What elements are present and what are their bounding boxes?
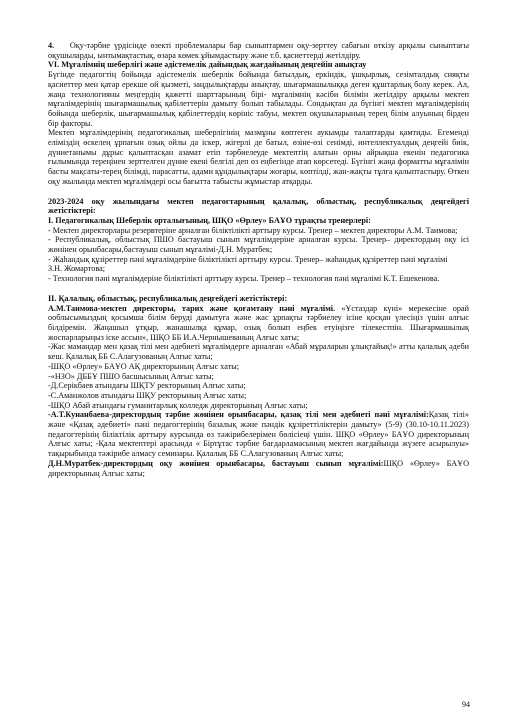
muratbek-text: ШҚО «Өрлеу» БАҰО директорының Алғыс хаты; <box>48 458 469 478</box>
trainer-item-2: - Республикалық, облыстық ПШО бастауыш сынып мұғалімдеріне арналған курсы. Тренер– директордың оқу ісі жөнінен орынбасары,бастауыш сынып мұғалімі-Д.Н. Муратбек; <box>48 235 469 255</box>
section-6-paragraph-2: Мектеп мұғалімдерінің педагогикалық шеберлігінің мазмұны көптеген аукымды талаптарды қамтиды. Егемендi елiмiздiң өскелең ұрпағын озық ойлы да iскер, жiгерлi де батыл, өзiне-өзi сенiмдi, интеллектуалдық деңгейi биiк, дүниетанымы дұрыс қалыптасқан азамат етiп тәрбиелеуде мектептiң алатын орны айрықша екенiн педагогика ғылымында тереңiнен зерттелген дүние екенi белгiлi деп өз еңбегiнде атап көрсетедi. Бүгiнгi жаңа форматты мұғалiмiн басты мақсаты-терең бiлiмдi, парасатты, адами құндылықтары жоғары, көптiлдi, жан-жақты тұлға қалыптастыру. Өткен оқу жылында мектеп мұғалiмдерi осы бағытта табысты жұмыстар атқарды. <box>48 128 469 186</box>
achievement-line: -ШҚО Абай атындағы гуманитарлық колледж директорының Алғыс хаты; <box>48 400 308 410</box>
trainer-item-3: - Жаһандық құзіреттер пәні мұғалімдеріне біліктілікті арттыру курсы. Тренер– жаһандық құзіреттер пәні мұғалімі <box>48 254 448 264</box>
muratbek-name: Д.Н.Муратбек-директордың оқу жөнінен орынбасары, бастауыш сынып мұғалімі: <box>48 458 384 468</box>
achievement-line: -Д.Серікбаев атындағы ШҚТУ ректорының Алғыс хаты; <box>48 381 246 391</box>
kunanbayeva-text: Қазақ тілі» және «Қазақ әдебиеті» пәні педагогтерінің базалық және пәндік құзіреттіліктерін дамыту» (5-9) (30.10-10.11.2023) педагогтерінің біліктілік арттыру курсында өз тәжірибелерімен бөлісіеңі үшін. ШҚО «Өрлеу» БАҰО директорының Алғыс хаты; -Қала мектептері арасында « Біртұтас тәрбие бағдарламасының мектеп жағдайында жүзеге асырылуы» тақырыбында тәжірибе алмасу семинары. Қалалық ББ С.Алагузованың Алғыс хаты; <box>48 410 469 459</box>
point-4 <box>48 41 469 60</box>
taimova-text: «Ұстаздар күні» мерекесіне орай ооблысымыздың қосымша білім беруді дамытуға және жас ұрпақты тәрбиелеу ісіне қосқан үлесіңіз үшін алғыс білдіремін. Жаңашыл ұтқыр, жанашылқа құмар, озық болып еңбек етуіңізге тілекестпін. Шығармашылық жоспарларыңыз іске ассын», ШҚО ББ И.А.Чернышеваның Алғыс хаты; <box>48 303 469 342</box>
trainer-item-4: - Технология пәні мұғалімдеріне біліктілікті арттыру курсы. Тренер – технология пәні мұғалімі К.Т. Ешекенова. <box>48 274 440 284</box>
achievement-line: -«НЗО» ДББҰ ПШО басшысының Алғыс хаты; <box>48 371 214 381</box>
kunanbayeva-name: -А.Т.Кунанбаева-директордың тәрбие жөнінен орынбасары, қазақ тілі мен әдебиеті пәні мұғалімі: <box>48 410 429 420</box>
section-6-paragraph-1: Бүгінде педагогтің бойында әдістемелік шеберлік бойында батылдық, еркіндік, ұшқырлық, сезімталдық сияқты қасиеттер мен қатар ерекше ой қызметі, заңдылықтарды анықтау, шығармашылыққа деген құштарлық болу керек. Ал, жаңа технологияны меңгердің қажетті шарттарының бірі- мұғалімнің кәсіби білімін жетілдіру арқылы мектеп мұғалімдерінің шығармашылық қабілеттерін дамыту болып табылады. Сондықтан да бүгінгі мектеп мұғалімдерінің бойында шеберлік, шығармашылық қабілеттердің көрініс табуы, мектеп оқушыларының терең білім алуының бірден бір факторы. <box>48 70 469 128</box>
achievements-title: ІІ. Қалалық, облыстық, республикалық деңгейдегі жетістіктері: <box>48 293 288 303</box>
page-number: 94 <box>462 700 470 709</box>
point-4-text: Оқу-тәрбие үрдісінде өзекті проблемалары бар сыныптармен оқу-зерттеу сабағын өткізу арқылы сыныптағы оқушыларды, ынтымақтастық, өзара көмек ұйымдастыру және т.б. қасиеттерді жетілдіру. <box>48 41 470 60</box>
spacer <box>48 284 469 294</box>
achievements-heading: 2023-2024 оқу жылындағы мектеп педагогтарының қалалық, облыстық, республикалық деңгейдегі жетістіктері: <box>48 196 469 216</box>
trainer-item-3-name: З.Н. Жомартова; <box>48 264 105 274</box>
achievement-line: -ШҚО «Өрлеу» БАҰО АҚ директорының Алғыс хаты; <box>48 361 240 371</box>
trainers-title: І. Педагогикалық Шеберлік орталығының, ШҚО «Өрлеу» БАҰО тұрақты тренерлері: <box>48 215 371 225</box>
spacer <box>48 187 469 197</box>
achievement-kunanbayeva <box>48 410 469 459</box>
achievement-muratbek <box>48 459 469 478</box>
achievement-taimova <box>48 304 469 343</box>
achievement-line: -Жас мамандар мен қазақ тілі мен әдебиеті мұғалімдерге арналған «Абай мұраларын ұлықтайық!» атты қалалық әдеби кеш. Қалалық ББ С.Алагузованың Алғыс хаты; <box>48 342 469 362</box>
taimova-name: А.М.Таимова-мектеп директоры, тарих және қоғамтану пәні мұғалімі. <box>48 303 336 313</box>
section-6-title: VI. Мұғалімнің шеберлігі және әдістемелік дайындық жағдайының деңгейін анықтау <box>48 60 367 70</box>
point-4-number: 4. <box>48 41 55 50</box>
achievement-line: -С.Аманжолов атындағы ШҚУ ректорының Алғыс хаты; <box>48 390 247 400</box>
trainer-item-1: - Мектеп директорлары резервтеріне арналған біліктілікті арттыру курсы. Тренер – мектеп директоры А.М. Таимова; <box>48 225 458 235</box>
page-content <box>48 41 469 478</box>
